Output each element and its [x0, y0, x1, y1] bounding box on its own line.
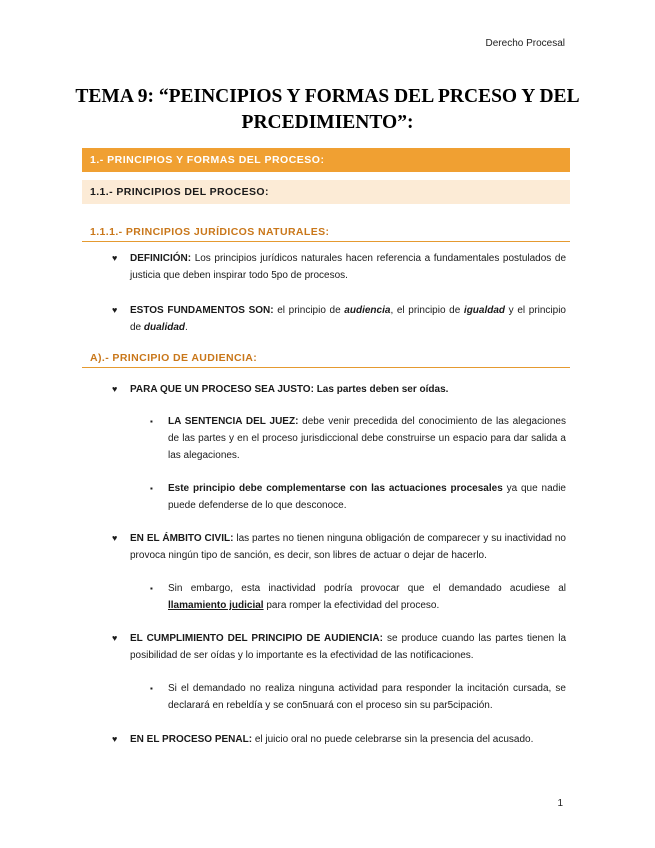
square-bullet-icon: ▪	[150, 684, 153, 693]
bullet-text: el juicio oral no puede celebrarse sin la presencia del acusado.	[252, 734, 534, 745]
bullet-label: EN EL ÁMBITO CIVIL:	[130, 533, 234, 544]
bullet-text: ya que nadie puede defenderse de lo que desconoce.	[168, 483, 566, 511]
heart-bullet-icon: ♥	[112, 734, 118, 744]
page-title: TEMA 9: “PEINCIPIOS Y FORMAS DEL PRCESO Y DEL PRCEDIMIENTO”:	[75, 86, 580, 133]
underlined-term: llamamiento judicial	[168, 600, 264, 611]
emphasis-dualidad: dualidad	[143, 322, 186, 333]
bullet-ambito-civil	[112, 530, 566, 564]
bullet-label: DEFINICIÓN:	[130, 253, 192, 264]
section-heading-1-1-1: 1.1.1.- PRINCIPIOS JURÍDICOS NATURALES:	[82, 222, 570, 242]
bullet-text: las partes no tienen ninguna obligación de comparecer y su inactividad no provoca ningún tipo de sanción, es decir, son libres de actuar o dejar de hacerlo.	[130, 533, 566, 561]
bullet-label: LA SENTENCIA DEL JUEZ:	[168, 416, 299, 427]
bullet-text: el principio de	[273, 305, 345, 316]
bullet-proceso-penal	[112, 731, 566, 748]
subbullet-rebeldia	[150, 680, 566, 714]
bullet-text: Sin embargo, esta inactividad podría provocar que el demandado acudiese al	[168, 583, 566, 594]
bullet-text: Las partes deben ser oídas.	[313, 384, 449, 395]
bullet-label: PARA QUE UN PROCESO SEA JUSTO:	[130, 384, 314, 395]
bullet-fundamentos	[112, 302, 566, 336]
section-heading-a: A).- PRINCIPIO DE AUDIENCIA:	[82, 348, 570, 368]
bullet-text: para romper la efectividad del proceso.	[263, 600, 440, 611]
emphasis-audiencia: audiencia	[344, 305, 391, 316]
bullet-text: y el principio de	[130, 305, 566, 333]
bullet-label: ESTOS FUNDAMENTOS SON:	[130, 305, 274, 316]
subbullet-complemento	[150, 480, 566, 514]
square-bullet-icon: ▪	[150, 417, 153, 426]
section-heading-1: 1.- PRINCIPIOS Y FORMAS DEL PROCESO:	[82, 148, 570, 172]
bullet-definicion	[112, 250, 566, 284]
bullet-label: Este principio debe complementarse con las actuaciones procesales	[168, 483, 503, 494]
heart-bullet-icon: ♥	[112, 533, 118, 543]
bullet-cumplimiento	[112, 630, 567, 664]
heart-bullet-icon: ♥	[112, 305, 118, 315]
bullet-text: .	[185, 322, 188, 333]
bullet-text: Los principios jurídicos naturales hacen referencia a fundamentales postulados de justicia que deben inspirar todo 5po de procesos.	[130, 253, 566, 281]
running-header: Derecho Procesal	[485, 38, 565, 49]
square-bullet-icon: ▪	[150, 584, 153, 593]
square-bullet-icon: ▪	[150, 484, 153, 493]
bullet-text: Si el demandado no realiza ninguna actividad para responder la incitación cursada, se declarará en rebeldía y se con5nuará con el proceso sin su par5cipación.	[168, 683, 566, 711]
emphasis-igualdad: igualdad	[463, 305, 506, 316]
section-heading-1-1: 1.1.- PRINCIPIOS DEL PROCESO:	[82, 180, 570, 204]
bullet-proceso-justo	[112, 381, 566, 398]
bullet-text: se produce cuando las partes tienen la posibilidad de ser oídas y lo importante es la efectividad de las notificaciones.	[130, 633, 567, 661]
bullet-text: , el principio de	[390, 305, 464, 316]
bullet-text: debe venir precedida del conocimiento de las alegaciones de las partes y en el proceso jurisdiccional debe construirse un espacio para dar salida a las alegaciones.	[168, 416, 566, 461]
page-number: 1	[557, 798, 563, 809]
subbullet-sentencia	[150, 413, 566, 464]
heart-bullet-icon: ♥	[112, 633, 118, 643]
subbullet-inactividad	[150, 580, 566, 614]
bullet-label: EN EL PROCESO PENAL:	[130, 734, 253, 745]
bullet-label: EL CUMPLIMIENTO DEL PRINCIPIO DE AUDIENCIA:	[130, 633, 383, 644]
heart-bullet-icon: ♥	[112, 384, 118, 394]
heart-bullet-icon: ♥	[112, 253, 118, 263]
